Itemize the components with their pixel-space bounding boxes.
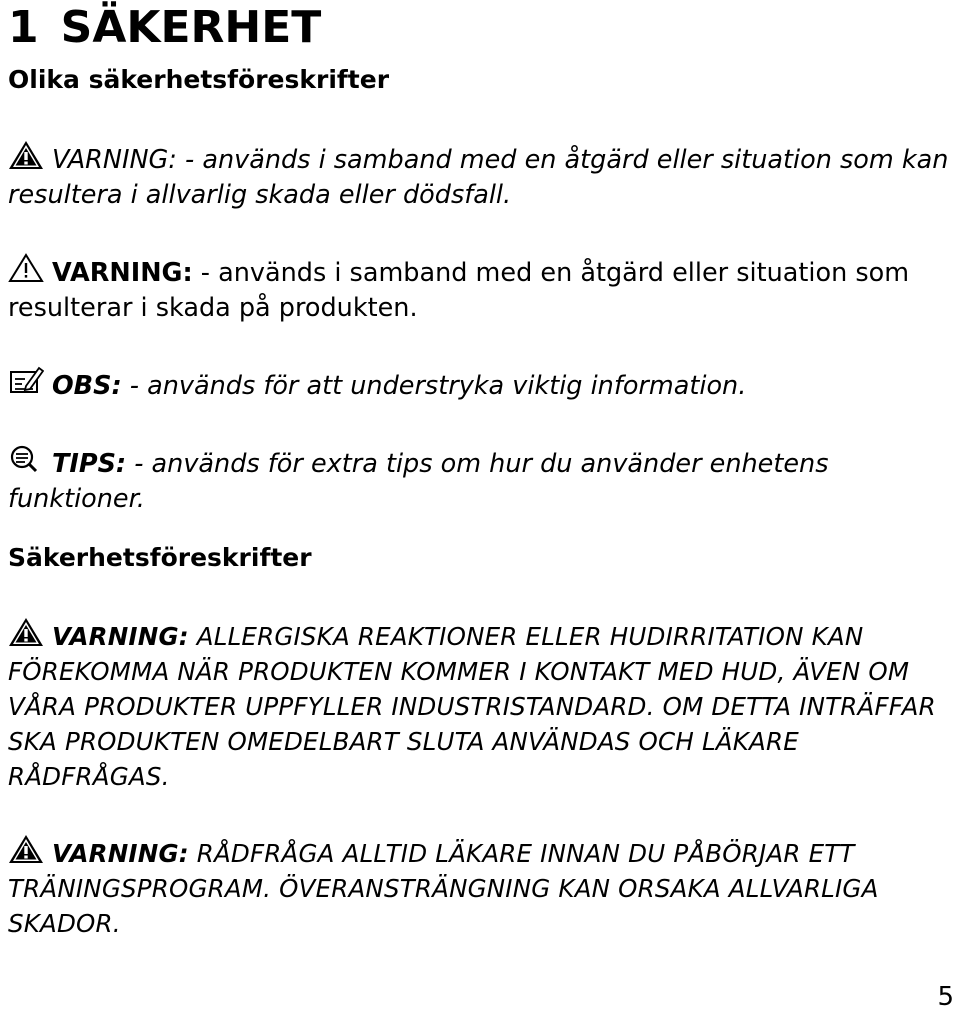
- section-heading-safety-precautions: Säkerhetsföreskrifter: [8, 543, 312, 572]
- warning-label: VARNING:: [52, 258, 193, 288]
- warning-text: ALLERGISKA REAKTIONER ELLER HUDIRRITATION KAN FÖREKOMMA NÄR PRODUKTEN KOMMER I KONTAKT MED HUD, ÄVEN OM VÅRA PRODUKTER UPPFYLLER INDUSTRISTANDARD. OM DETTA INTRÄFFAR SKA PRODUKTEN OMEDELBART SLUTA ANVÄNDAS OCH LÄKARE RÅDFRÅGAS.: [8, 622, 936, 791]
- notice-tips: [8, 444, 953, 517]
- section-heading-precautions-types: Olika säkerhetsföreskrifter: [8, 65, 390, 94]
- chapter-title-text: SÄKERHET: [60, 2, 322, 53]
- tip-magnifier-icon: [8, 444, 44, 474]
- notice-obs: [8, 366, 953, 404]
- obs-text: - används för att understryka viktig information.: [121, 371, 747, 401]
- warning-text: - används i samband med en åtgärd eller situation som kan resultera i allvarlig skada eller dödsfall.: [8, 145, 949, 210]
- notice-warning-severe: [8, 140, 953, 213]
- obs-label: OBS:: [52, 371, 122, 401]
- warning-label: VARNING:: [52, 145, 177, 175]
- warning-allergy: [8, 617, 953, 794]
- chapter-title: [8, 2, 321, 54]
- note-pencil-icon: [8, 366, 44, 396]
- warning-text: - används i samband med en åtgärd eller situation som resulterar i skada på produkten.: [8, 258, 910, 323]
- warning-label: VARNING:: [52, 839, 189, 868]
- tips-label: TIPS:: [52, 449, 127, 479]
- warning-consult-doctor: [8, 834, 953, 941]
- warning-filled-icon: [8, 834, 44, 864]
- warning-filled-icon: [8, 617, 44, 647]
- warning-label: VARNING:: [52, 622, 189, 651]
- notice-warning-product: [8, 253, 953, 326]
- warning-outline-icon: [8, 253, 44, 283]
- warning-filled-icon: [8, 140, 44, 170]
- tips-text: - används för extra tips om hur du använder enhetens funktioner.: [8, 449, 829, 514]
- chapter-number: 1: [8, 2, 39, 53]
- warning-text: RÅDFRÅGA ALLTID LÄKARE INNAN DU PÅBÖRJAR ETT TRÄNINGSPROGRAM. ÖVERANSTRÄNGNING KAN ORSAKA ALLVARLIGA SKADOR.: [8, 839, 879, 938]
- page-number: 5: [937, 982, 954, 1012]
